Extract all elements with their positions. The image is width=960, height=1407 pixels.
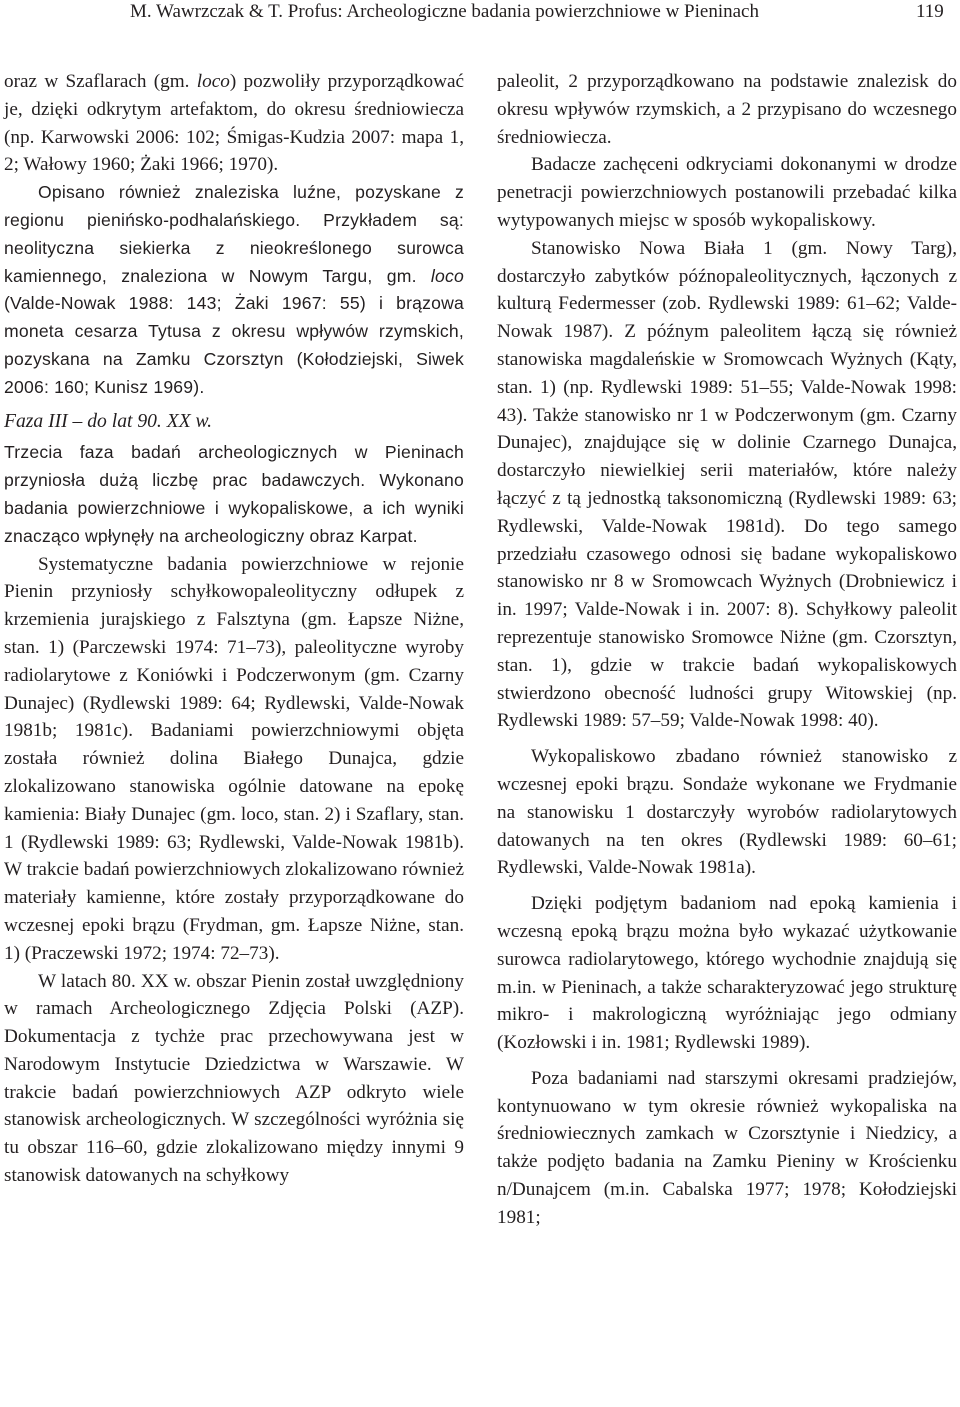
paragraph-continuation: oraz w Szaflarach (gm. loco) pozwoliły przyporządkować je, dzięki odkrytym artefaktom, do okresu średniowiecza (np. Karwowski 2006: 102; Śmigas-Kudzia 2007: mapa 1, 2; Wałowy 1960; Żaki 1966; 1970). [4, 71, 464, 176]
right-column [497, 68, 957, 1232]
page-number: 119 [916, 1, 944, 22]
paragraph-loose-finds: Opisano również znaleziska luźne, pozyskane z regionu pienińsko-podhalańskiego. Przykładem są: neolityczna siekierka z nieokreślonego surowca kamiennego, znaleziona w Nowym Targu, gm. loco (Valde-Nowak 1988: 143; Żaki 1967: 55) i brązowa moneta cesarza Tytusa z okresu wpływów rzymskich, pozyskana na Zamku Czorsztyn (Kołodziejski, Siwek 2006: 160; Kunisz 1969). [4, 182, 464, 397]
paragraph-surface-research: Systematyczne badania powierzchniowe w rejonie Pienin przyniosły schyłkowopaleolityczny odłupek z krzemienia jurajskiego z Falsztyna (gm. Łapsze Niżne, stan. 1) (Parczewski 1974: 71–73), paleolityczne wyroby radiolarytowe z Koniówki i Podczerwonym (gm. Czarny Dunajec) (Rydlewski 1989: 64; Rydlewski, Valde-Nowak 1981b; 1981c). Badaniami powierzchniowymi objęta została również dolina Białego Dunajca, gdzie zlokalizowano stanowiska ogólnie datowane na epokę kamienia: Biały Dunajec (gm. loco, stan. 2) i Szaflary, stan. 1 (Rydlewski 1989: 63; Rydlewski, Valde-Nowak 1981b). W trakcie badań powierzchniowych zlokalizowano również materiały kamienne, które zostały przyporządkowane do wczesnej epoki brązu (Frydman, gm. Łapsze Niżne, stan. 1) (Praczewski 1972; 1974: 72–73). [4, 553, 464, 964]
paragraph-phase-intro: Trzecia faza badań archeologicznych w Pieninach przyniosła dużą liczbę prac badawczych. Wykonano badania powierzchniowe i wykopaliskowe, a ich wyniki znacząco wpłynęły na archeologiczny obraz Karpat. [4, 442, 464, 546]
running-header [0, 0, 960, 40]
paragraph-nowa-biala: Stanowisko Nowa Biała 1 (gm. Nowy Targ), dostarczyło zabytków późnopaleolitycznych, łączonych z kulturą Federmesser (zob. Rydlewski 1989: 61–62; Valde-Nowak 1987). Z późnym paleolitem łączą się również stanowiska magdaleńskie w Sromowcach Wyżnych (Kąty, stan. 1) (np. Rydlewski 1989: 51–55; Valde-Nowak 1998: 43). Także stanowisko nr 1 w Podczerwonym (gm. Czarny Dunajec), znajdujące się w dolinie Czarnego Dunajca, dostarczyło niewielkiej serii materiałów, które należy łączyć z tą jednostką taksonomiczną (Rydlewski 1989: 63; Rydlewski, Valde-Nowak 1981d). Do tego samego przedziału czasowego odnosi się badane wykopaliskowo stanowisko nr 8 w Sromowcach Wyżnych (Drobniewicz i in. 1997; Valde-Nowak i in. 2007: 8). Schyłkowy paleolit reprezentuje stanowisko Sromowce Niżne (gm. Czorsztyn, stan. 1), gdzie w trakcie badań wykopaliskowych stwierdzono obecność ludności grupy Witowskiej (np. Rydlewski 1989: 57–59; Valde-Nowak 1998: 40). [497, 237, 957, 732]
paragraph-azp: W latach 80. XX w. obszar Pienin został uwzględniony w ramach Archeologicznego Zdjęcia Polski (AZP). Dokumentacja z tychże prac przechowywana jest w Narodowym Instytucie Dziedzictwa w Warszawie. W trakcie badań powierzchniowych AZP odkryto wiele stanowisk archeologicznych. W szczególności wyróżnia się tu obszar 116–60, gdzie zlokalizowano między innymi 9 stanowisk datowanych na schyłkowy [4, 970, 464, 1187]
paragraph-continuation-right: paleolit, 2 przyporządkowano na podstawie znalezisk do okresu wpływów rzymskich, a 2 przypisano do wczesnego średniowiecza. [497, 71, 957, 148]
paragraph-castles: Poza badaniami nad starszymi okresami pradziejów, kontynuowano w tym okresie również wykopaliska na średniowiecznych zamkach w Czorsztynie i Niedzicy, a także podjęto badania na Zamku Pieniny w Krościenku n/Dunajcem (m.in. Cabalska 1977; 1978; Kołodziejski 1981; [497, 1067, 957, 1228]
left-column [4, 68, 464, 1190]
section-heading: Faza III – do lat 90. XX w. [4, 410, 213, 432]
paragraph-radiolarite: Dzięki podjętym badaniom nad epoką kamienia i wczesną epoką brązu można było wykazać użytkowanie surowca radiolarytowego, którego wychodnie znajdują się m.in. w Pieninach, a także scharakteryzować jego strukturę mikro- i makrologiczną wyróżniając jego odmiany (Kozłowski i in. 1981; Rydlewski 1989). [497, 893, 957, 1054]
paragraph-bronze-age: Wykopaliskowo zbadano również stanowisko z wczesnej epoki brązu. Sondaże wykonane we Frydmanie na stanowisku 1 dostarczyły wyrobów radiolarytowych datowanych na ten okres (Rydlewski 1989: 60–61; Rydlewski, Valde-Nowak 1981a). [497, 746, 957, 879]
paragraph-excavation-decision: Badacze zachęceni odkryciami dokonanymi w drodze penetracji powierzchniowych postanowili przebadać kilka wytypowanych miejsc w sposób wykopaliskowy. [497, 154, 957, 231]
running-title: M. Wawrzczak & T. Profus: Archeologiczne badania powierzchniowe w Pieninach [130, 1, 759, 22]
